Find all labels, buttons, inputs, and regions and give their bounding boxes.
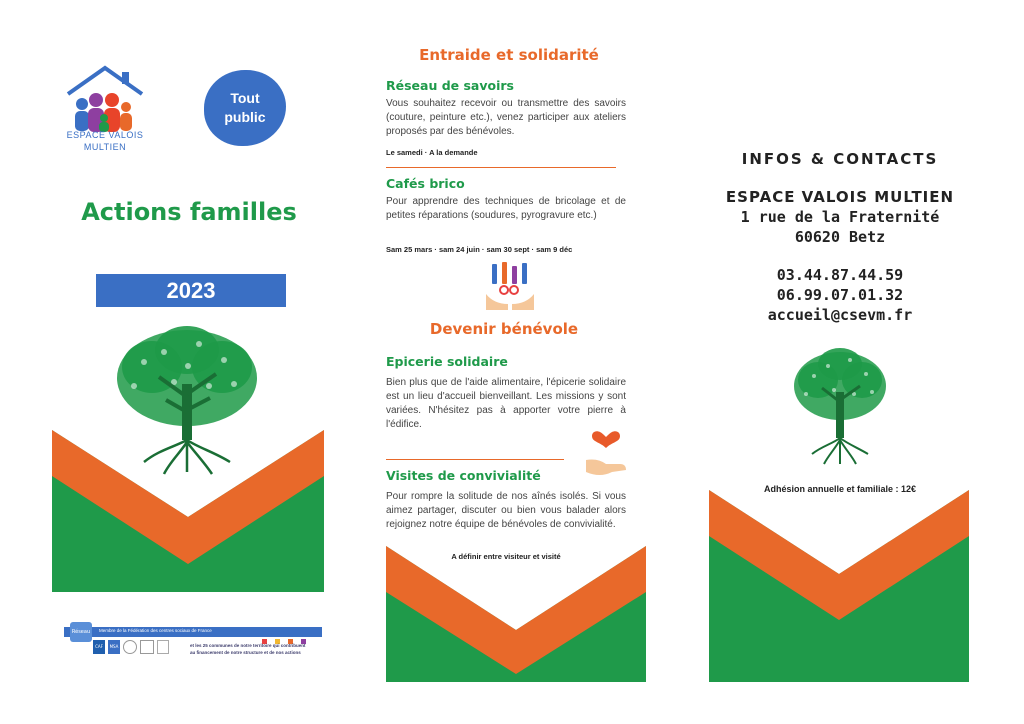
badge-label: Tout public — [224, 90, 266, 125]
year-label: 2023 — [166, 277, 216, 303]
partner-logo-5 — [157, 640, 169, 654]
tout-public-badge — [204, 70, 286, 146]
logo-house-icon — [60, 60, 150, 135]
small-tree-icon — [788, 344, 892, 470]
infos-contacts-heading: INFOS & CONTACTS — [741, 150, 939, 168]
section-entraide-title: Entraide et solidarité — [419, 46, 599, 64]
tree-illustration-icon — [104, 322, 270, 477]
cafes-brico-body: Pour apprendre des techniques de bricolage et de petites réparations (soudures, pyrogravure etc.) — [386, 196, 626, 221]
phone-1[interactable]: 03.44.87.44.59 — [776, 266, 904, 284]
heart-hand-icon — [584, 428, 628, 480]
divider-1 — [386, 167, 616, 168]
logo-text-line2: MULTIEN — [83, 142, 127, 152]
reseau-savoirs-schedule: Le samedi · A la demande — [386, 148, 478, 157]
cafes-brico-schedule: Sam 25 mars · sam 24 juin · sam 30 sept · sam 9 déc — [386, 245, 573, 254]
espace-valois-logo — [60, 60, 150, 160]
epicerie-title: Epicerie solidaire — [386, 354, 508, 369]
epicerie-body: Bien plus que de l'aide alimentaire, l'épicerie solidaire est un lieu d'accueil bienveillant. Les missions y sont variées. N'hésitez pas à apporter votre pierre à l'édifice. — [386, 377, 626, 430]
reseau-savoirs-title: Réseau de savoirs — [386, 78, 514, 93]
tools-hands-icon — [484, 260, 536, 312]
divider-2 — [386, 459, 564, 460]
address-line2: 60620 Betz — [794, 228, 886, 246]
partner-logos-row — [93, 640, 183, 656]
visites-schedule: A définir entre visiteur et visité — [451, 552, 561, 561]
membership-fee: Adhésion annuelle et familiale : 12€ — [763, 484, 917, 494]
right-chevron-shape — [709, 490, 969, 682]
visites-title: Visites de convivialité — [386, 468, 541, 483]
year-banner — [96, 274, 286, 307]
partner-logo-4 — [140, 640, 154, 654]
org-name: ESPACE VALOIS MULTIEN — [725, 188, 955, 206]
phone-2[interactable]: 06.99.07.01.32 — [776, 286, 904, 304]
actions-familles-title: Actions familles — [81, 198, 297, 226]
cafes-brico-title: Cafés brico — [386, 176, 465, 191]
visites-body: Pour rompre la solitude de nos aînés isolés. Si vous aimez partager, discuter ou bien vous balader alors rejoignez notre équipe de bénévoles de convivialité. — [386, 491, 626, 530]
email-link[interactable]: accueil@csevm.fr — [767, 306, 913, 324]
partner-logo-3 — [123, 640, 137, 654]
footer-strip — [64, 627, 322, 637]
footer-caption: et les 25 communes de notre territoire qui contribuent au financement de notre structure et de nos actions — [190, 643, 306, 655]
partner-logo-2: MSA — [108, 640, 120, 654]
footer-partner-logo: Réseau — [70, 622, 92, 642]
section-benevole-title: Devenir bénévole — [429, 320, 579, 338]
logo-text-line1: ESPACE VALOIS — [66, 130, 144, 140]
reseau-savoirs-body: Vous souhaitez recevoir ou transmettre des savoirs (couture, peinture etc.), venez participer aux ateliers proposés par des bénévoles. — [386, 98, 626, 137]
footer-member-text: Membre de la Fédération des centres sociaux de France — [99, 628, 212, 633]
middle-chevron-shape — [386, 546, 646, 682]
partner-logo-1: CAF — [93, 640, 105, 654]
address-line1: 1 rue de la Fraternité — [740, 208, 940, 226]
